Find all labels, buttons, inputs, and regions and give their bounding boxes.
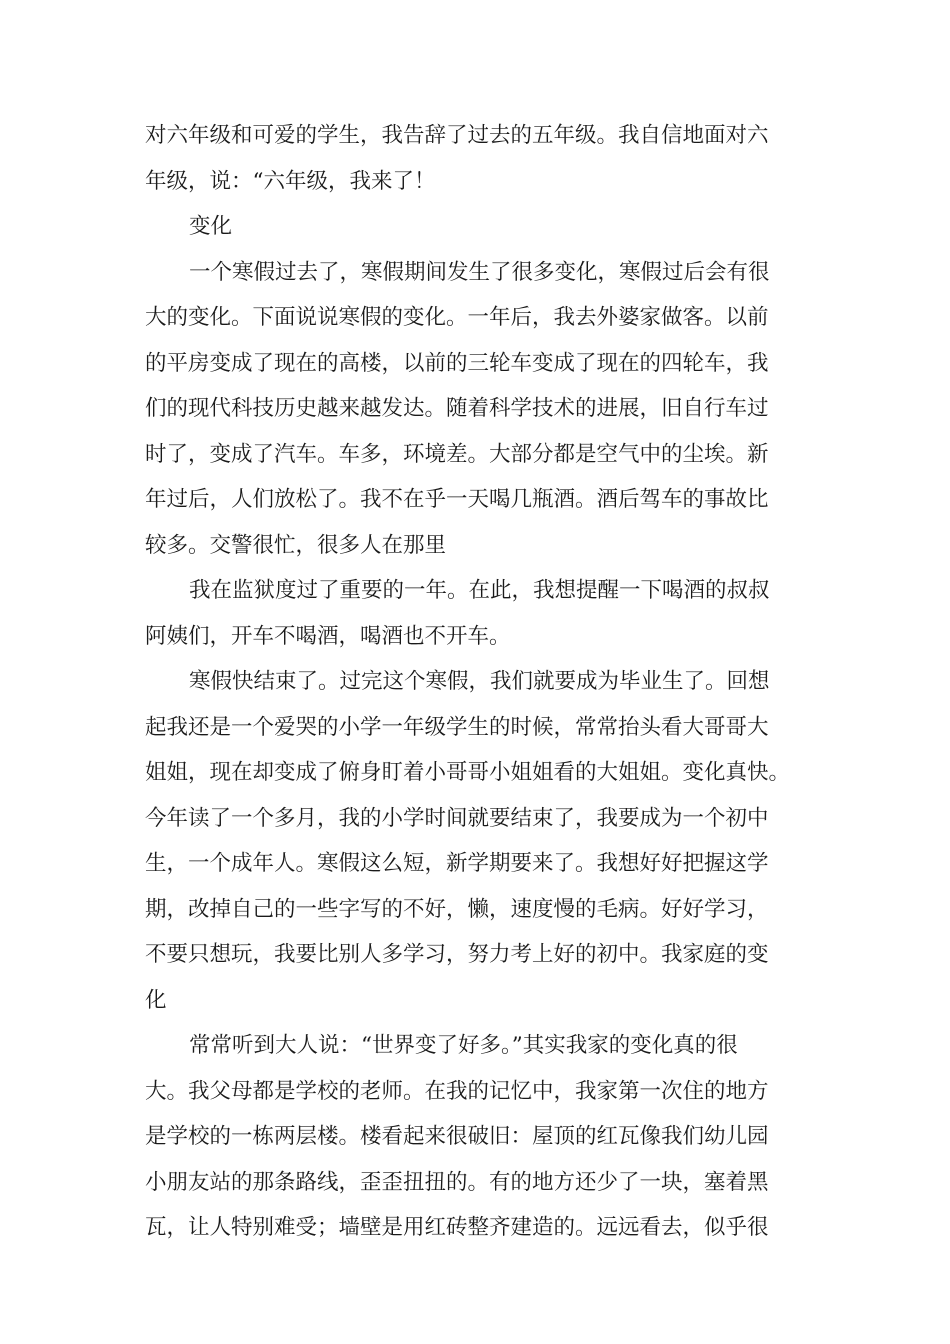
text-line: 不要只想玩，我要比别人多学习，努力考上好的初中。我家庭的变 xyxy=(145,942,769,967)
text-line: 年级，说：“六年级，我来了！ xyxy=(145,168,436,194)
text-line: 较多。交警很忙，很多人在那里 xyxy=(145,532,447,558)
text-line: 起我还是一个爱哭的小学一年级学生的时候，常常抬头看大哥哥大 xyxy=(145,714,769,740)
text-line: 是学校的一栋两层楼。楼看起来很破旧：屋顶的红瓦像我们幼儿园 xyxy=(145,1124,769,1149)
text-line: 常常听到大人说：“世界变了好多。”其实我家的变化真的很 xyxy=(189,1033,738,1058)
text-line: 的平房变成了现在的高楼，以前的三轮车变成了现在的四轮车，我 xyxy=(145,350,769,376)
text-line: 寒假快结束了。过完这个寒假，我们就要成为毕业生了。回想 xyxy=(189,669,770,694)
text-line: 我在监狱度过了重要的一年。在此，我想提醒一下喝酒的叔叔 xyxy=(189,578,770,603)
text-line: 生，一个成年人。寒假这么短，新学期要来了。我想好好把握这学 xyxy=(145,851,769,876)
text-line: 瓦，让人特别难受；墙壁是用红砖整齐建造的。远远看去，似乎很 xyxy=(145,1215,769,1240)
text-line: 阿姨们，开车不喝酒，喝酒也不开车。 xyxy=(145,623,511,649)
section-heading: 变化 xyxy=(189,214,233,239)
document-page xyxy=(145,113,825,1251)
text-line: 期，改掉自己的一些字写的不好，懒，速度慢的毛病。好好学习， xyxy=(145,896,769,922)
text-line: 化 xyxy=(145,987,167,1013)
text-line: 今年读了一个多月，我的小学时间就要结束了，我要成为一个初中 xyxy=(145,805,769,831)
text-line: 们的现代科技历史越来越发达。随着科学技术的进展，旧自行车过 xyxy=(145,396,769,421)
text-line: 大的变化。下面说说寒假的变化。一年后，我去外婆家做客。以前 xyxy=(145,305,769,330)
text-line: 姐姐，现在却变成了俯身盯着小哥哥小姐姐看的大姐姐。变化真快。 xyxy=(145,760,791,785)
text-line: 大。我父母都是学校的老师。在我的记忆中，我家第一次住的地方 xyxy=(145,1078,769,1104)
text-line: 时了，变成了汽车。车多，环境差。大部分都是空气中的尘埃。新 xyxy=(145,441,769,467)
text-line: 年过后，人们放松了。我不在乎一天喝几瓶酒。酒后驾车的事故比 xyxy=(145,487,769,512)
text-line: 对六年级和可爱的学生，我告辞了过去的五年级。我自信地面对六 xyxy=(145,123,769,148)
text-line: 一个寒假过去了，寒假期间发生了很多变化，寒假过后会有很 xyxy=(189,259,770,285)
text-line: 小朋友站的那条路线，歪歪扭扭的。有的地方还少了一块，塞着黑 xyxy=(145,1169,769,1195)
